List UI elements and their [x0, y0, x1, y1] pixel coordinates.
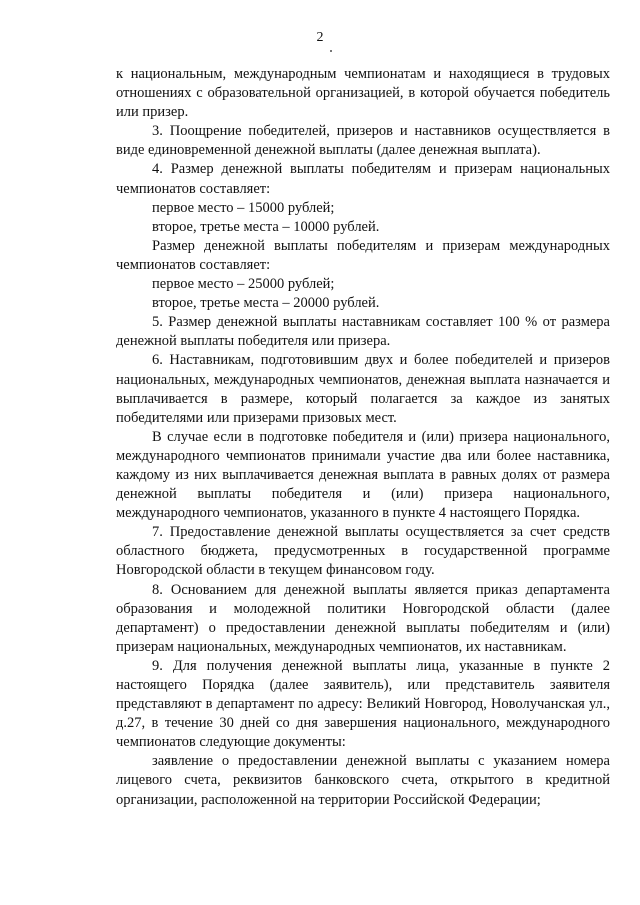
paragraph: Размер денежной выплаты победителям и призерам международных чемпионатов составляет: — [116, 237, 610, 273]
list-item: первое место – 25000 рублей; — [152, 276, 335, 293]
paragraph: заявление о предоставлении денежной выплаты с указанием номера лицевого счета, реквизитов банковского счета, открытого в кредитной организации, расположенной на территории Российской Федерации; — [116, 753, 610, 808]
paragraph: 3. Поощрение победителей, призеров и наставников осуществляется в виде единовременной денежной выплаты (далее денежная выплата). — [116, 123, 610, 159]
list-item: второе, третье места – 10000 рублей. — [152, 218, 380, 235]
paragraph: 9. Для получения денежной выплаты лица, указанные в пункте 2 настоящего Порядка (далее заявитель), или представитель заявителя представляют в департамент по адресу: Великий Новгород, Новолучанская ул., д.27, в течение 30 дней со дня завершения национального, международного чемпионатов следующие документы: — [116, 657, 610, 751]
paragraph: 5. Размер денежной выплаты наставникам составляет 100 % от размера денежной выплаты победителя или призера. — [116, 314, 610, 350]
paragraph: 6. Наставникам, подготовившим двух и более победителей и призеров национальных, международных чемпионатов, денежная выплата назначается и выплачивается в размере, который полагается за каждое из занятых победителями или призерами призовых мест. — [116, 352, 610, 426]
paragraph: к национальным, международным чемпионатам и находящиеся в трудовых отношениях с образовательной организацией, в которой обучается победитель или призер. — [116, 66, 610, 121]
document-body — [116, 65, 610, 810]
page-number: 2 — [316, 30, 324, 45]
paragraph: 4. Размер денежной выплаты победителям и призерам национальных чемпионатов составляет: — [116, 161, 610, 197]
paragraph: 8. Основанием для денежной выплаты является приказ департамента образования и молодежной политики Новгородской области (далее департамент) о предоставлении денежной выплаты победителям и (или) призерам национальных, международных чемпионатов, их наставникам. — [116, 581, 610, 655]
paragraph: 7. Предоставление денежной выплаты осуществляется за счет средств областного бюджета, предусмотренных в государственной программе Новгородской области в текущем финансовом году. — [116, 524, 610, 579]
list-item: первое место – 15000 рублей; — [152, 199, 335, 216]
scan-speck — [330, 50, 332, 52]
list-item: второе, третье места – 20000 рублей. — [152, 295, 380, 312]
paragraph: В случае если в подготовке победителя и (или) призера национального, международного чемпионатов принимали участие два или более наставника, каждому из них выплачивается денежная выплата в равных долях от размера денежной выплаты победителя и (или) призера национального, международного чемпионатов, указанного в пункте 4 настоящего Порядка. — [116, 428, 610, 522]
